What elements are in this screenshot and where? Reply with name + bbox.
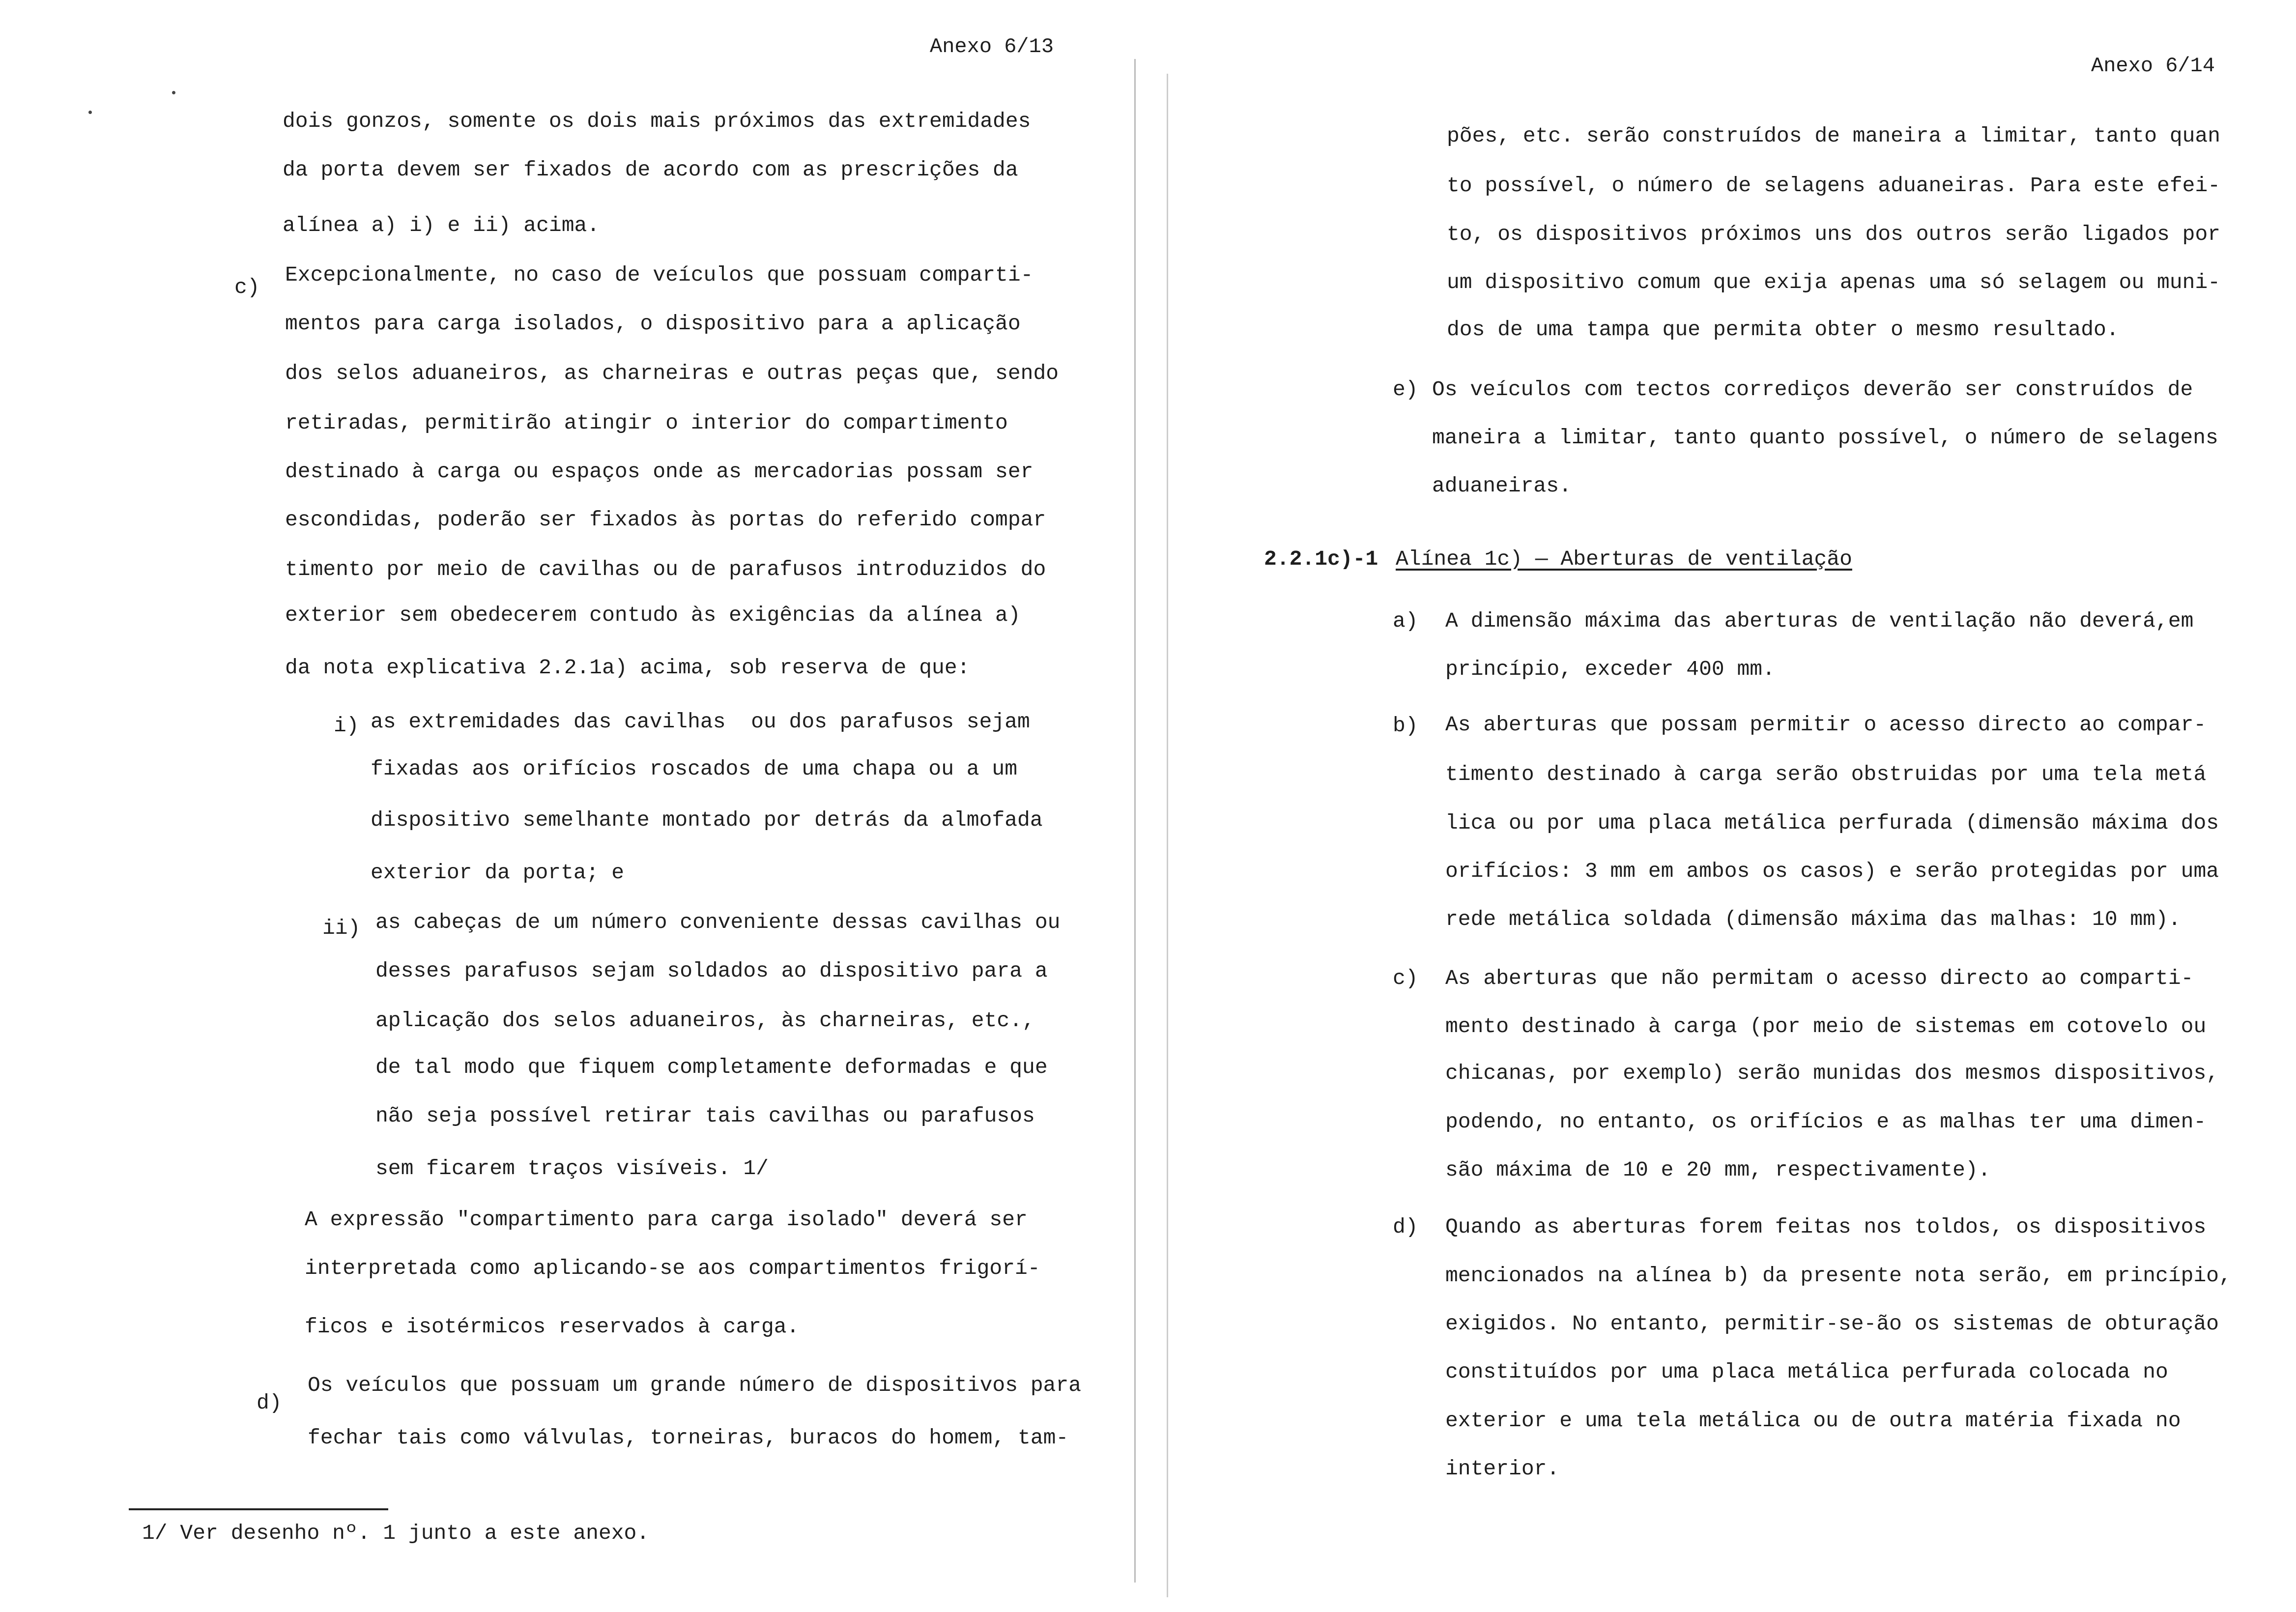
page-gutter-right xyxy=(1167,74,1168,1597)
text-line: podendo, no entanto, os orifícios e as malhas ter uma dimen- xyxy=(1445,1110,2207,1134)
scan-speck xyxy=(88,111,92,114)
text-line: um dispositivo comum que exija apenas uma só selagem ou muni- xyxy=(1447,270,2221,294)
text-line: orifícios: 3 mm em ambos os casos) e serão protegidas por uma xyxy=(1445,859,2219,883)
section-number: 2.2.1c)-1 xyxy=(1264,547,1378,571)
scan-speck xyxy=(172,91,175,94)
text-line: da nota explicativa 2.2.1a) acima, sob reserva de que: xyxy=(285,656,970,680)
text-line: Quando as aberturas forem feitas nos toldos, os dispositivos xyxy=(1445,1215,2207,1239)
text-line: as extremidades das cavilhas ou dos parafusos sejam xyxy=(371,710,1030,734)
subitem-label-ii: ii) xyxy=(322,916,361,940)
text-line: pões, etc. serão construídos de maneira a limitar, tanto quan xyxy=(1447,124,2221,148)
text-line: lica ou por uma placa metálica perfurada (dimensão máxima dos xyxy=(1445,811,2219,835)
text-line: maneira a limitar, tanto quanto possível, o número de selagens xyxy=(1432,426,2218,450)
text-line: rede metálica soldada (dimensão máxima das malhas: 10 mm). xyxy=(1445,907,2181,931)
section-title: Alínea 1c) — Aberturas de ventilação xyxy=(1396,547,1852,571)
item-label-c: c) xyxy=(1393,966,1418,990)
item-label-d: d) xyxy=(1393,1215,1418,1239)
text-line: mento destinado à carga (por meio de sistemas em cotovelo ou xyxy=(1445,1014,2207,1038)
text-line: mentos para carga isolados, o dispositivo para a aplicação xyxy=(285,312,1021,336)
text-line: exterior sem obedecerem contudo às exigências da alínea a) xyxy=(285,603,1021,627)
text-line: exterior e uma tela metálica ou de outra matéria fixada no xyxy=(1445,1409,2181,1433)
text-line: interpretada como aplicando-se aos compartimentos frigorí- xyxy=(305,1256,1040,1280)
text-line: timento por meio de cavilhas ou de parafusos introduzidos do xyxy=(285,557,1046,581)
text-line: Os veículos que possuam um grande número de dispositivos para xyxy=(308,1373,1082,1397)
text-line: constituídos por uma placa metálica perfurada colocada no xyxy=(1445,1360,2168,1384)
item-label-b: b) xyxy=(1393,714,1418,738)
text-line: aplicação dos selos aduaneiros, às charneiras, etc., xyxy=(375,1008,1035,1033)
text-line: da porta devem ser fixados de acordo com as prescrições da xyxy=(283,158,1018,182)
page-header: Anexo 6/13 xyxy=(930,35,1054,58)
text-line: exigidos. No entanto, permitir-se-ão os sistemas de obturação xyxy=(1445,1312,2219,1336)
text-line: interior. xyxy=(1445,1457,1560,1481)
text-line: aduaneiras. xyxy=(1432,474,1572,498)
text-line: dos de uma tampa que permita obter o mesmo resultado. xyxy=(1447,317,2119,342)
text-line: exterior da porta; e xyxy=(371,861,625,885)
text-line: escondidas, poderão ser fixados às portas do referido compar xyxy=(285,508,1046,532)
footnote: 1/ Ver desenho nº. 1 junto a este anexo. xyxy=(142,1521,650,1545)
text-line: fechar tais como válvulas, torneiras, buracos do homem, tam- xyxy=(308,1426,1069,1450)
text-line: desses parafusos sejam soldados ao dispositivo para a xyxy=(375,959,1048,983)
text-line: destinado à carga ou espaços onde as mercadorias possam ser xyxy=(285,460,1033,484)
text-line: Excepcionalmente, no caso de veículos que possuam comparti- xyxy=(285,263,1033,287)
subitem-label-i: i) xyxy=(334,714,359,738)
page-gutter-left xyxy=(1134,59,1136,1583)
text-line: to possível, o número de selagens aduaneiras. Para este efei- xyxy=(1447,173,2221,198)
text-line: dos selos aduaneiros, as charneiras e outras peças que, sendo xyxy=(285,361,1059,385)
text-line: to, os dispositivos próximos uns dos outros serão ligados por xyxy=(1447,222,2221,246)
text-line: timento destinado à carga serão obstruidas por uma tela metá xyxy=(1445,762,2207,786)
item-label-c: c) xyxy=(234,275,260,299)
text-line: chicanas, por exemplo) serão munidas dos mesmos dispositivos, xyxy=(1445,1061,2219,1085)
text-line: as cabeças de um número conveniente dessas cavilhas ou xyxy=(375,910,1061,934)
item-label-a: a) xyxy=(1393,609,1418,633)
text-line: As aberturas que possam permitir o acesso directo ao compar- xyxy=(1445,713,2207,737)
text-line: A dimensão máxima das aberturas de ventilação não deverá,em xyxy=(1445,609,2194,633)
text-line: são máxima de 10 e 20 mm, respectivamente). xyxy=(1445,1158,1991,1182)
text-line: retiradas, permitirão atingir o interior do compartimento xyxy=(285,411,1008,435)
text-line: fixadas aos orifícios roscados de uma chapa ou a um xyxy=(371,757,1018,781)
text-line: A expressão "compartimento para carga isolado" deverá ser xyxy=(305,1208,1028,1232)
text-line: mencionados na alínea b) da presente nota serão, em princípio, xyxy=(1445,1264,2232,1288)
text-line: Os veículos com tectos corrediços deverão ser construídos de xyxy=(1432,377,2193,402)
text-line: não seja possível retirar tais cavilhas ou parafusos xyxy=(375,1104,1035,1128)
text-line: princípio, exceder 400 mm. xyxy=(1445,657,1775,681)
footnote-rule xyxy=(129,1508,388,1510)
text-line: de tal modo que fiquem completamente deformadas e que xyxy=(375,1055,1048,1079)
text-line: dispositivo semelhante montado por detrás da almofada xyxy=(371,808,1043,832)
text-line: sem ficarem traços visíveis. 1/ xyxy=(375,1156,769,1180)
text-line: ficos e isotérmicos reservados à carga. xyxy=(305,1315,800,1339)
text-line: As aberturas que não permitam o acesso directo ao comparti- xyxy=(1445,966,2194,990)
text-line: dois gonzos, somente os dois mais próximos das extremidades xyxy=(283,109,1031,133)
page-header: Anexo 6/14 xyxy=(2091,54,2215,78)
text-line: alínea a) i) e ii) acima. xyxy=(283,213,600,237)
item-label-e: e) xyxy=(1393,377,1418,402)
item-label-d: d) xyxy=(257,1391,282,1415)
